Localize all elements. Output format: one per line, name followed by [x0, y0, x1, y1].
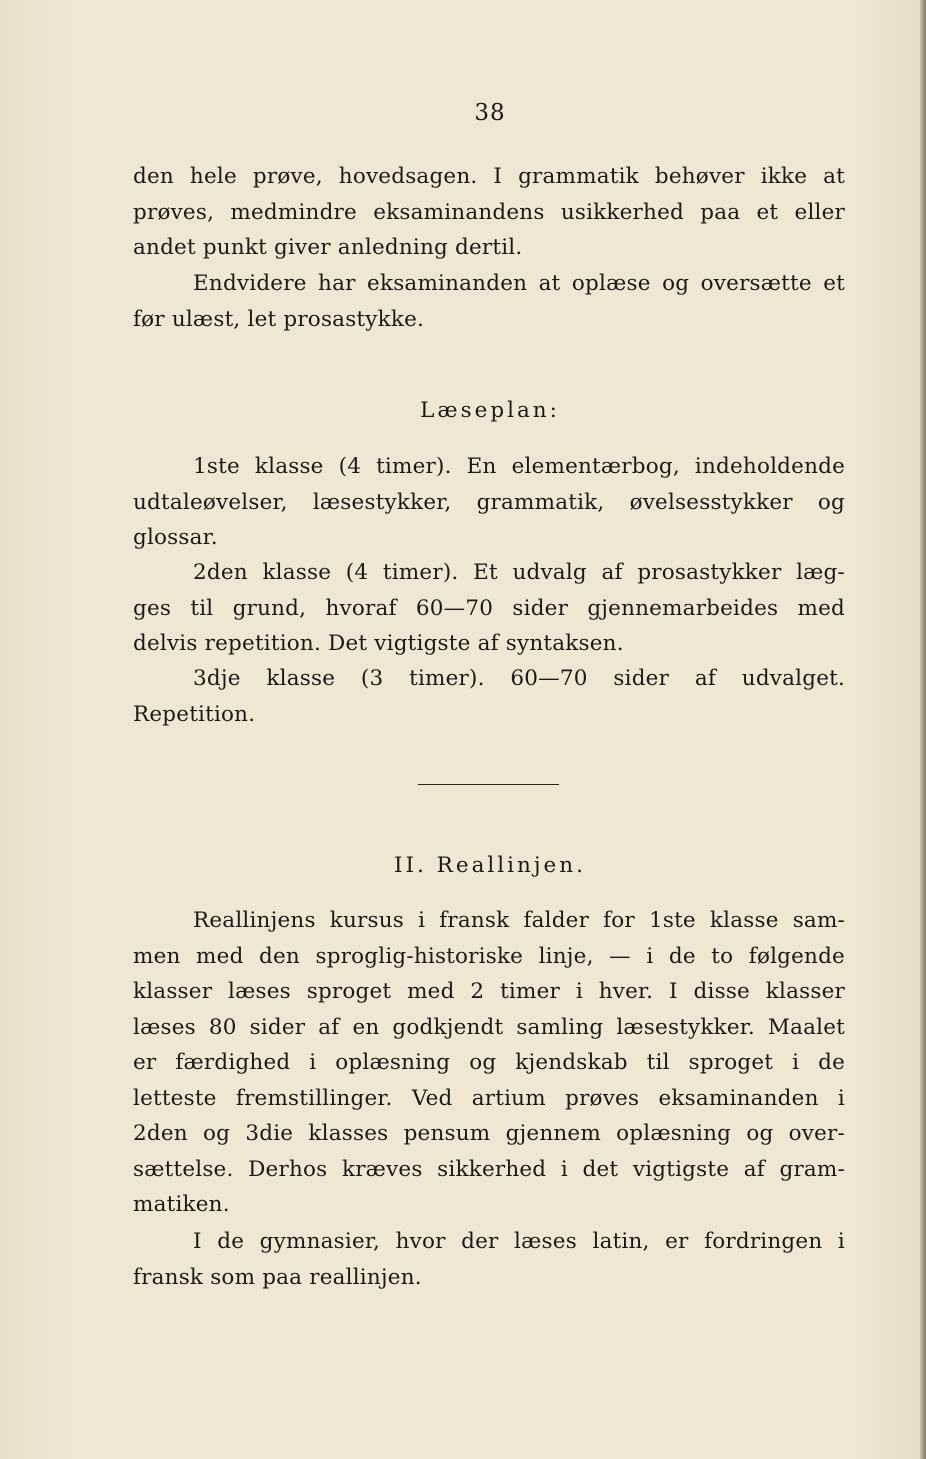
- paragraph-7: [133, 1224, 845, 1295]
- text-line: matiken.: [133, 1192, 230, 1217]
- text-line: Endvidere har eksaminanden at oplæse og oversætte et: [193, 271, 845, 296]
- text-line: 2den og 3die klasses pensum gjennem oplæsning og over-: [133, 1121, 845, 1146]
- text-line: 2den klasse (4 timer). Et udvalg af prosastykker læg-: [193, 560, 845, 585]
- paragraph-1: [133, 159, 845, 266]
- section-divider: [418, 784, 559, 785]
- paragraph-5: [133, 661, 845, 732]
- text-line: prøves, medmindre eksaminandens usikkerhed paa et eller: [133, 199, 845, 225]
- text-line: sættelse. Derhos kræves sikkerhed i det vigtigste af gram-: [133, 1156, 845, 1182]
- text-line: ges til grund, hvoraf 60—70 sider gjennemarbeides med: [133, 595, 845, 621]
- text-line: glossar.: [133, 525, 218, 550]
- text-line: delvis repetition. Det vigtigste af syntaksen.: [133, 631, 624, 656]
- paragraph-3: [133, 449, 845, 556]
- paragraph-6: [133, 903, 845, 1223]
- paragraph-2: [133, 266, 845, 337]
- text-line: I de gymnasier, hvor der læses latin, er fordringen i: [193, 1229, 845, 1254]
- text-line: den hele prøve, hovedsagen. I grammatik behøver ikke at: [133, 164, 845, 189]
- page-number: 38: [474, 100, 506, 126]
- text-line: fransk som paa reallinjen.: [133, 1264, 422, 1290]
- text-line: letteste fremstillinger. Ved artium prøves eksaminanden i: [133, 1085, 845, 1111]
- text-line: læses 80 sider af en godkjendt samling læsestykker. Maalet: [133, 1014, 845, 1040]
- text-line: 1ste klasse (4 timer). En elementærbog, indeholdende: [193, 454, 845, 479]
- text-line: før ulæst, let prosastykke.: [133, 306, 425, 332]
- heading-laeseplan: Læseplan:: [420, 398, 560, 423]
- text-line: udtaleøvelser, læsestykker, grammatik, øvelsesstykker og: [133, 489, 845, 515]
- heading-reallinjen: II. Reallinjen.: [394, 853, 586, 878]
- text-line: Repetition.: [133, 701, 256, 727]
- text-line: andet punkt giver anledning dertil.: [133, 235, 523, 260]
- paragraph-4: [133, 555, 845, 662]
- text-line: men med den sproglig-historiske linje, — i de to følgende: [133, 943, 845, 969]
- text-line: Reallinjens kursus i fransk falder for 1ste klasse sam-: [193, 908, 845, 933]
- text-line: er færdighed i oplæsning og kjendskab til sproget i de: [133, 1050, 845, 1075]
- text-line: 3dje klasse (3 timer). 60—70 sider af udvalget.: [193, 666, 845, 691]
- text-line: klasser læses sproget med 2 timer i hver. I disse klasser: [133, 979, 845, 1004]
- page-edge-shadow: [920, 0, 926, 1459]
